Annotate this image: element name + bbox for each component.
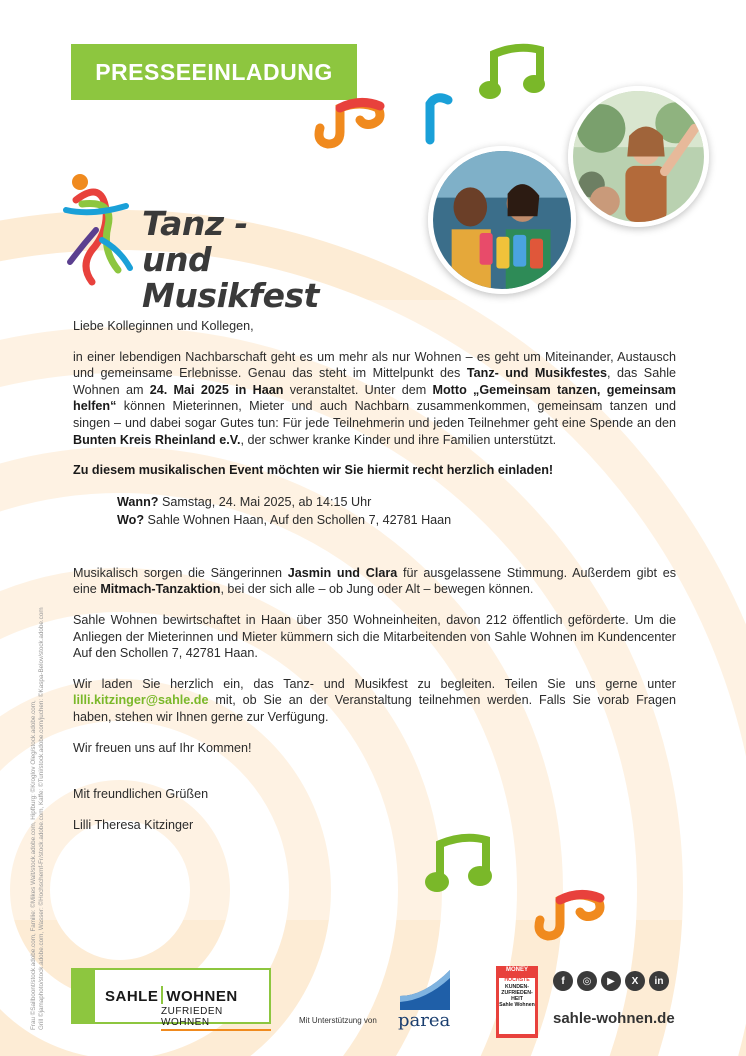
sahle-tagline: ZUFRIEDEN WOHNEN [161,1006,271,1031]
text-run: , der schwer kranke Kinder und ihre Familien unterstützt. [240,432,557,447]
award-line: HEIT [511,996,523,1003]
award-line: MONEY [505,967,528,973]
parea-wordmark: parea [398,1010,451,1031]
invitation-letter [73,318,676,847]
youtube-icon[interactable]: ▶ [601,971,621,991]
paragraph-closing-wish: Wir freuen uns auf Ihr Kommen! [73,740,252,755]
instagram-icon[interactable]: ◎ [577,971,597,991]
text-run: , das Sahle Wohnen am [73,366,677,397]
sahle-wohnen-logo [71,968,271,1028]
sahle-brand-name: SAHLE WOHNEN [105,988,238,1005]
paragraph-music [73,565,676,598]
text-run: können Mieterinnen, Mieter und auch Nachbarn zusammenkommen, gemeinsam tanzen und singen – und dabei sogar Gutes tun: Für jede Teilnehmerin und jeden Teilnehmer geht eine Spende an den [73,399,676,430]
logo-line-2: Musikfest [142,276,319,315]
customer-satisfaction-award [496,966,538,1038]
paragraph-rsvp: Wir laden Sie herzlich ein, das Tanz- und Musikfest zu begleiten. Teilen Sie uns gerne unter lilli.kitzinger@sahle.de mit, ob Sie an der Veranstaltung teilnehmen werden. Falls Sie vorab Fragen haben, stehen wir Ihnen gerne zur Verfügung. [73,676,676,724]
music-note-orange-icon [310,90,390,150]
event-where: Wo? Sahle Wohnen Haan, Auf den Schollen 7, 42781 Haan [117,512,452,527]
paragraph-intro [73,349,676,449]
xing-icon[interactable]: X [625,971,645,991]
invitation-line: Zu diesem musikalischen Event möchten wir Sie hiermit recht herzlich einladen! [73,463,554,478]
text-run: veranstaltet. Unter dem [283,382,433,397]
text-run: in einer lebendigen Nachbarschaft geht es um mehr als nur Wohnen – es geht um Miteinander, Austausch und gemeinsame Erlebnisse. Genau das steht im Mittelpunkt des [73,349,676,381]
text-run: 24. Mai 2025 in Haan [149,382,284,397]
text-run: , bei der sich alle – ob Jung oder Alt – bewegen können. [220,582,534,597]
salutation: Liebe Kolleginnen und Kollegen, [73,319,254,333]
photo-friends-drinks [428,146,576,294]
social-media-icons [553,971,669,991]
music-note-green-icon [478,40,550,104]
award-text [496,967,538,1009]
tanz-und-musikfest-logo [62,170,319,315]
award-line: HÖCHSTE [504,977,530,984]
parea-logo [396,970,454,1032]
text-run: Musikalisch sorgen die Sängerinnen [73,565,288,580]
email-link[interactable]: lilli.kitzinger@sahle.de [73,693,209,708]
parea-mark-icon [396,970,454,1010]
facebook-icon[interactable]: f [553,971,573,991]
award-line: KUNDEN- [505,983,529,990]
press-invitation-badge: PRESSEEINLADUNG [71,44,357,100]
photo-credits: Frau ©Sailboont/stock.adobe.com, Familie: ©Mikes Walt/stock.adobe.com, Hipfburg: ©Kroglov Oleg/stock.adobe.com, Grill ©jamaphoto/stock.adobe.com, Wasser: ©Hochschemf-Fr/stock.adobe.com, Kaffe: ©Tuni/stock.adobe.com/juchen: ©Kaspa-Belov/stock.adobe.com [30,607,45,1030]
text-run: Jasmin und Clara [287,565,398,580]
award-line: Sahle Wohnen [499,1002,535,1009]
text-run: für ausgelassene Stimmung. Außerdem gibt es eine [73,565,676,597]
text-run: Motto „Gemeinsam tanzen, gemeinsam helfen“ [73,382,677,414]
text-run: Mitmach-Tanzaktion [100,582,221,597]
logo-line-1: Tanz - und [142,204,248,279]
signature-name: Lilli Theresa Kitzinger [73,817,194,832]
closing-greeting: Mit freundlichen Grüßen [73,787,209,802]
award-line: ZUFRIEDEN- [501,989,533,996]
event-details [73,493,676,529]
event-when: Wann? Samstag, 24. Mai 2025, ab 14:15 Uhr [117,494,372,509]
paragraph-company: Sahle Wohnen bewirtschaftet in Haan über 350 Wohneinheiten, davon 212 öffentlich geförderte. Um die Anliegen der Mieterinnen und Mieter kümmern sich die Mitarbeitenden von Sahle Wohnen im Kundencenter Auf den Schollen 7, 42781 Haan. [73,612,676,661]
linkedin-icon[interactable]: in [649,971,669,991]
text-run: Bunten Kreis Rheinland e.V. [73,432,241,447]
photo-dancing-woman [568,86,709,227]
support-label: Mit Unterstützung von [299,1016,377,1025]
website-url[interactable]: sahle-wohnen.de [553,1010,675,1027]
music-note-green-bottom-icon [424,830,496,896]
dancer-figure-icon [62,170,142,290]
event-logo-text [142,206,319,314]
music-note-blue-icon [418,88,454,146]
text-run: Tanz- und Musikfestes [466,366,607,381]
music-note-orange-bottom-icon [530,880,610,942]
